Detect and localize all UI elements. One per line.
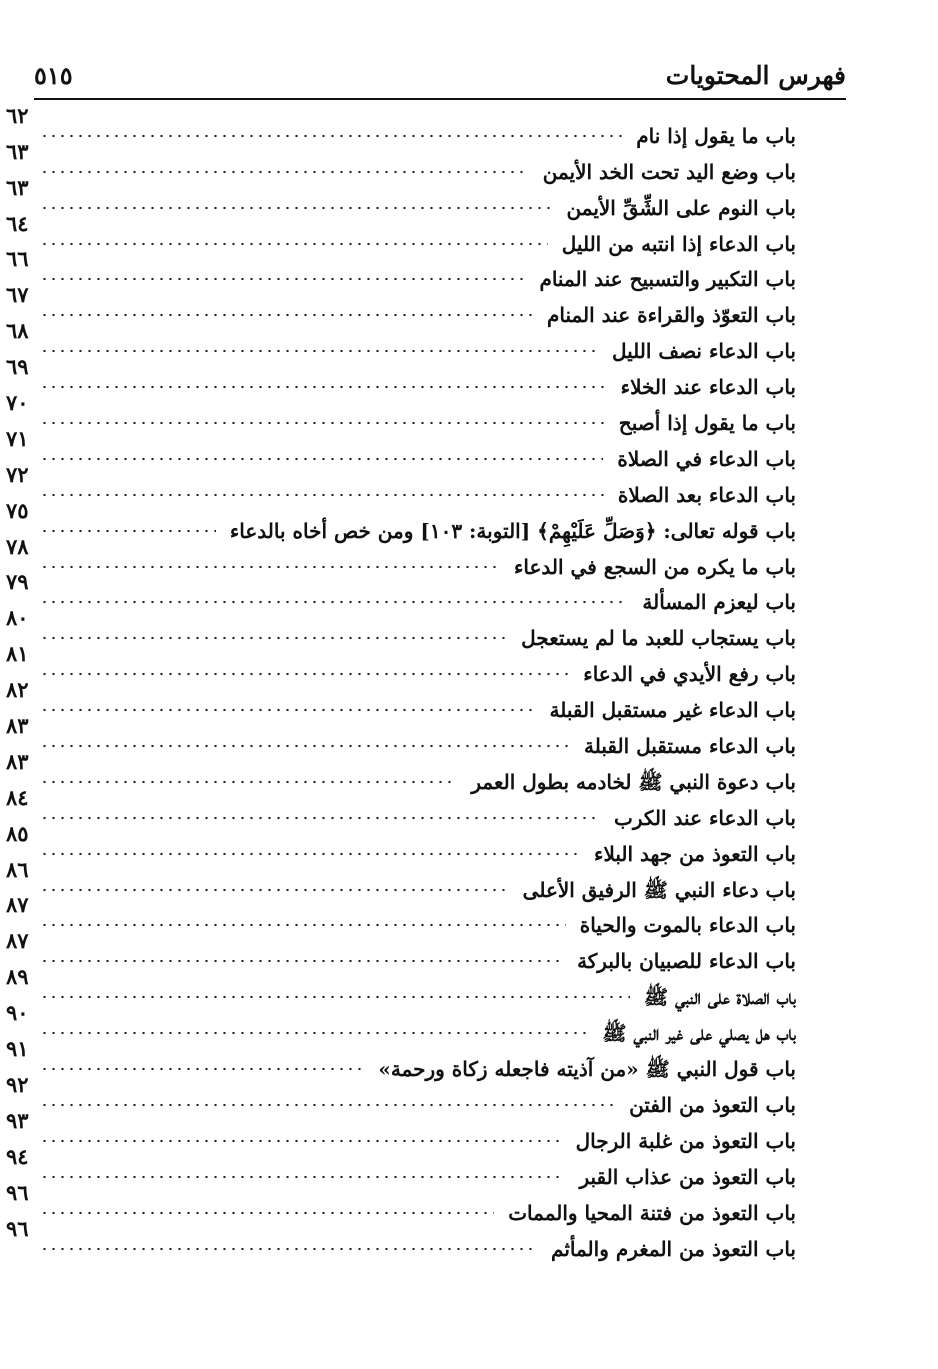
dot-leader [40, 165, 529, 179]
dot-leader [40, 990, 630, 1004]
toc-entry-title: باب الدعاء بالموت والحياة [579, 913, 796, 938]
toc-entry-title: باب الدعاء عند الكرب [614, 805, 796, 830]
toc-entry-page-number: ٩٦ [6, 1215, 29, 1241]
toc-entry-page-number: ٨٠ [6, 605, 29, 631]
toc-entry-title: باب دعاء النبي ﷺ الرفيق الأعلى [522, 877, 796, 902]
toc-entry-page-number: ٨٤ [6, 784, 29, 810]
toc-entry-title: باب التكبير والتسبيح عند المنام [539, 267, 796, 292]
toc-entry-title: باب التعوذ من المغرم والمأثم [551, 1236, 796, 1261]
toc-entry-title: باب الدعاء في الصلاة [617, 446, 796, 471]
toc-entry-page-number: ٨٢ [6, 677, 29, 703]
toc-entry-title: باب ما يقول إذا نام [636, 123, 796, 148]
toc-entry-page-number: ٧٨ [6, 533, 29, 559]
toc-entry-title: باب الدعاء بعد الصلاة [617, 482, 796, 507]
toc-entry-page-number: ٧٠ [6, 390, 29, 416]
toc-entry-page-number: ٨٧ [6, 928, 29, 954]
toc-entry-page-number: ٦٣ [6, 174, 29, 200]
toc-entry-title: باب ليعزم المسألة [642, 590, 796, 615]
dot-leader [40, 452, 603, 466]
toc-entry-title: باب هل يصلي على غير النبي ﷺ [602, 1021, 796, 1046]
toc-entry [6, 1000, 796, 1046]
toc-entry-title: باب التعوّذ والقراءة عند المنام [546, 303, 796, 328]
table-of-contents [6, 102, 796, 1261]
toc-entry-title: باب قول النبي ﷺ «من آذيته فاجعله زكاة ورحمة» [378, 1057, 796, 1082]
toc-entry-page-number: ٦٢ [6, 102, 29, 128]
dot-leader [40, 344, 598, 358]
toc-entry [6, 1107, 796, 1153]
toc-entry [6, 102, 796, 148]
toc-entry-page-number: ٩٣ [6, 1107, 29, 1133]
toc-entry-page-number: ٧٢ [6, 461, 29, 487]
dot-leader [40, 954, 563, 968]
toc-entry [6, 246, 796, 292]
toc-entry-page-number: ٨١ [6, 641, 29, 667]
toc-entry-page-number: ٦٣ [6, 138, 29, 164]
toc-entry-title: باب دعوة النبي ﷺ لخادمه بطول العمر [471, 769, 796, 794]
toc-entry [6, 497, 796, 543]
dot-leader [40, 416, 605, 430]
toc-entry [6, 1071, 796, 1117]
dot-leader [40, 1206, 494, 1220]
dot-leader [40, 272, 525, 286]
toc-entry [6, 784, 796, 830]
dot-leader [40, 883, 509, 897]
toc-entry-title: باب الدعاء غير مستقبل القبلة [549, 698, 796, 723]
toc-entry [6, 174, 796, 220]
toc-entry [6, 569, 796, 615]
toc-entry [6, 1215, 796, 1261]
toc-entry [6, 282, 796, 328]
dot-leader [40, 595, 628, 609]
toc-entry-title: باب الدعاء للصبيان بالبركة [577, 949, 796, 974]
toc-entry-title: باب يستجاب للعبد ما لم يستعجل [521, 626, 796, 651]
toc-entry-title: باب الدعاء مستقبل القبلة [584, 734, 796, 759]
dot-leader [40, 739, 570, 753]
toc-entry [6, 354, 796, 400]
toc-entry [6, 461, 796, 507]
page-header [34, 52, 846, 100]
toc-entry-page-number: ٦٨ [6, 318, 29, 344]
toc-entry-page-number: ٦٦ [6, 246, 29, 272]
dot-leader [40, 918, 566, 932]
page-number: ٥١٥ [34, 60, 73, 90]
toc-entry-page-number: ٦٩ [6, 354, 29, 380]
toc-entry-title: باب ما يكره من السجع في الدعاء [514, 554, 796, 579]
dot-leader [40, 1134, 562, 1148]
toc-entry-page-number: ٨٣ [6, 713, 29, 739]
toc-entry-page-number: ٨٣ [6, 748, 29, 774]
toc-entry-title: باب وضع اليد تحت الخد الأيمن [542, 159, 796, 184]
toc-entry [6, 1143, 796, 1189]
toc-entry-page-number: ٧٩ [6, 569, 29, 595]
toc-entry-page-number: ٦٧ [6, 282, 29, 308]
page-title: فهرس المحتويات [665, 60, 846, 90]
toc-entry-page-number: ٨٩ [6, 964, 29, 990]
toc-entry-title: باب قوله تعالى: ﴿وَصَلِّ عَلَيْهِمْ﴾ [التوبة: ١٠٣] ومن خص أخاه بالدعاء [229, 518, 796, 543]
toc-entry [6, 928, 796, 974]
toc-entry [6, 856, 796, 902]
toc-entry-page-number: ٩٤ [6, 1143, 29, 1169]
toc-entry-title: باب التعوذ من فتنة المحيا والممات [508, 1200, 796, 1225]
toc-entry [6, 605, 796, 651]
toc-entry-title: باب رفع الأيدي في الدعاء [583, 662, 796, 687]
toc-entry-page-number: ٨٦ [6, 856, 29, 882]
dot-leader [40, 1026, 588, 1040]
toc-entry-title: باب التعوذ من الفتن [629, 1092, 796, 1117]
dot-leader [40, 237, 548, 251]
dot-leader [40, 847, 580, 861]
dot-leader [40, 524, 216, 538]
toc-entry [6, 533, 796, 579]
toc-entry [6, 425, 796, 471]
dot-leader [40, 631, 507, 645]
toc-entry-title: باب ما يقول إذا أصبح [618, 411, 796, 436]
toc-entry-title: باب الدعاء إذا انتبه من الليل [561, 231, 796, 256]
toc-entry-page-number: ٩١ [6, 1036, 29, 1062]
dot-leader [40, 667, 569, 681]
dot-leader [40, 775, 457, 789]
toc-entry-page-number: ٩٠ [6, 1000, 29, 1026]
dot-leader [40, 703, 536, 717]
dot-leader [40, 129, 622, 143]
dot-leader [40, 308, 533, 322]
toc-entry [6, 390, 796, 436]
toc-entry-title: باب التعوذ من جهد البلاء [594, 841, 796, 866]
toc-entry-title: باب التعوذ من عذاب القبر [579, 1164, 796, 1189]
toc-entry [6, 677, 796, 723]
toc-entry [6, 318, 796, 364]
toc-entry [6, 641, 796, 687]
toc-entry-page-number: ٧٥ [6, 497, 29, 523]
toc-entry-title: باب الدعاء عند الخلاء [620, 375, 796, 400]
toc-entry [6, 748, 796, 794]
toc-entry-page-number: ٦٤ [6, 210, 29, 236]
toc-entry [6, 892, 796, 938]
toc-entry-title: باب التعوذ من غلبة الرجال [575, 1128, 796, 1153]
toc-entry [6, 820, 796, 866]
toc-entry-page-number: ٩٦ [6, 1179, 29, 1205]
toc-entry-title: باب الصلاة على النبي ﷺ [643, 985, 796, 1010]
dot-leader [40, 1170, 565, 1184]
dot-leader [40, 560, 500, 574]
toc-entry-page-number: ٧١ [6, 425, 29, 451]
toc-entry [6, 1179, 796, 1225]
toc-entry [6, 964, 796, 1010]
toc-entry [6, 713, 796, 759]
dot-leader [40, 488, 604, 502]
dot-leader [40, 201, 553, 215]
dot-leader [40, 811, 600, 825]
toc-entry-title: باب النوم على الشِّقِّ الأيمن [566, 195, 796, 220]
toc-entry-page-number: ٨٥ [6, 820, 29, 846]
toc-entry [6, 1036, 796, 1082]
dot-leader [40, 380, 607, 394]
toc-entry-page-number: ٨٧ [6, 892, 29, 918]
toc-entry [6, 210, 796, 256]
dot-leader [40, 1242, 537, 1256]
dot-leader [40, 1098, 615, 1112]
toc-entry-title: باب الدعاء نصف الليل [611, 339, 796, 364]
dot-leader [40, 1062, 364, 1076]
toc-entry-page-number: ٩٢ [6, 1071, 29, 1097]
toc-entry [6, 138, 796, 184]
